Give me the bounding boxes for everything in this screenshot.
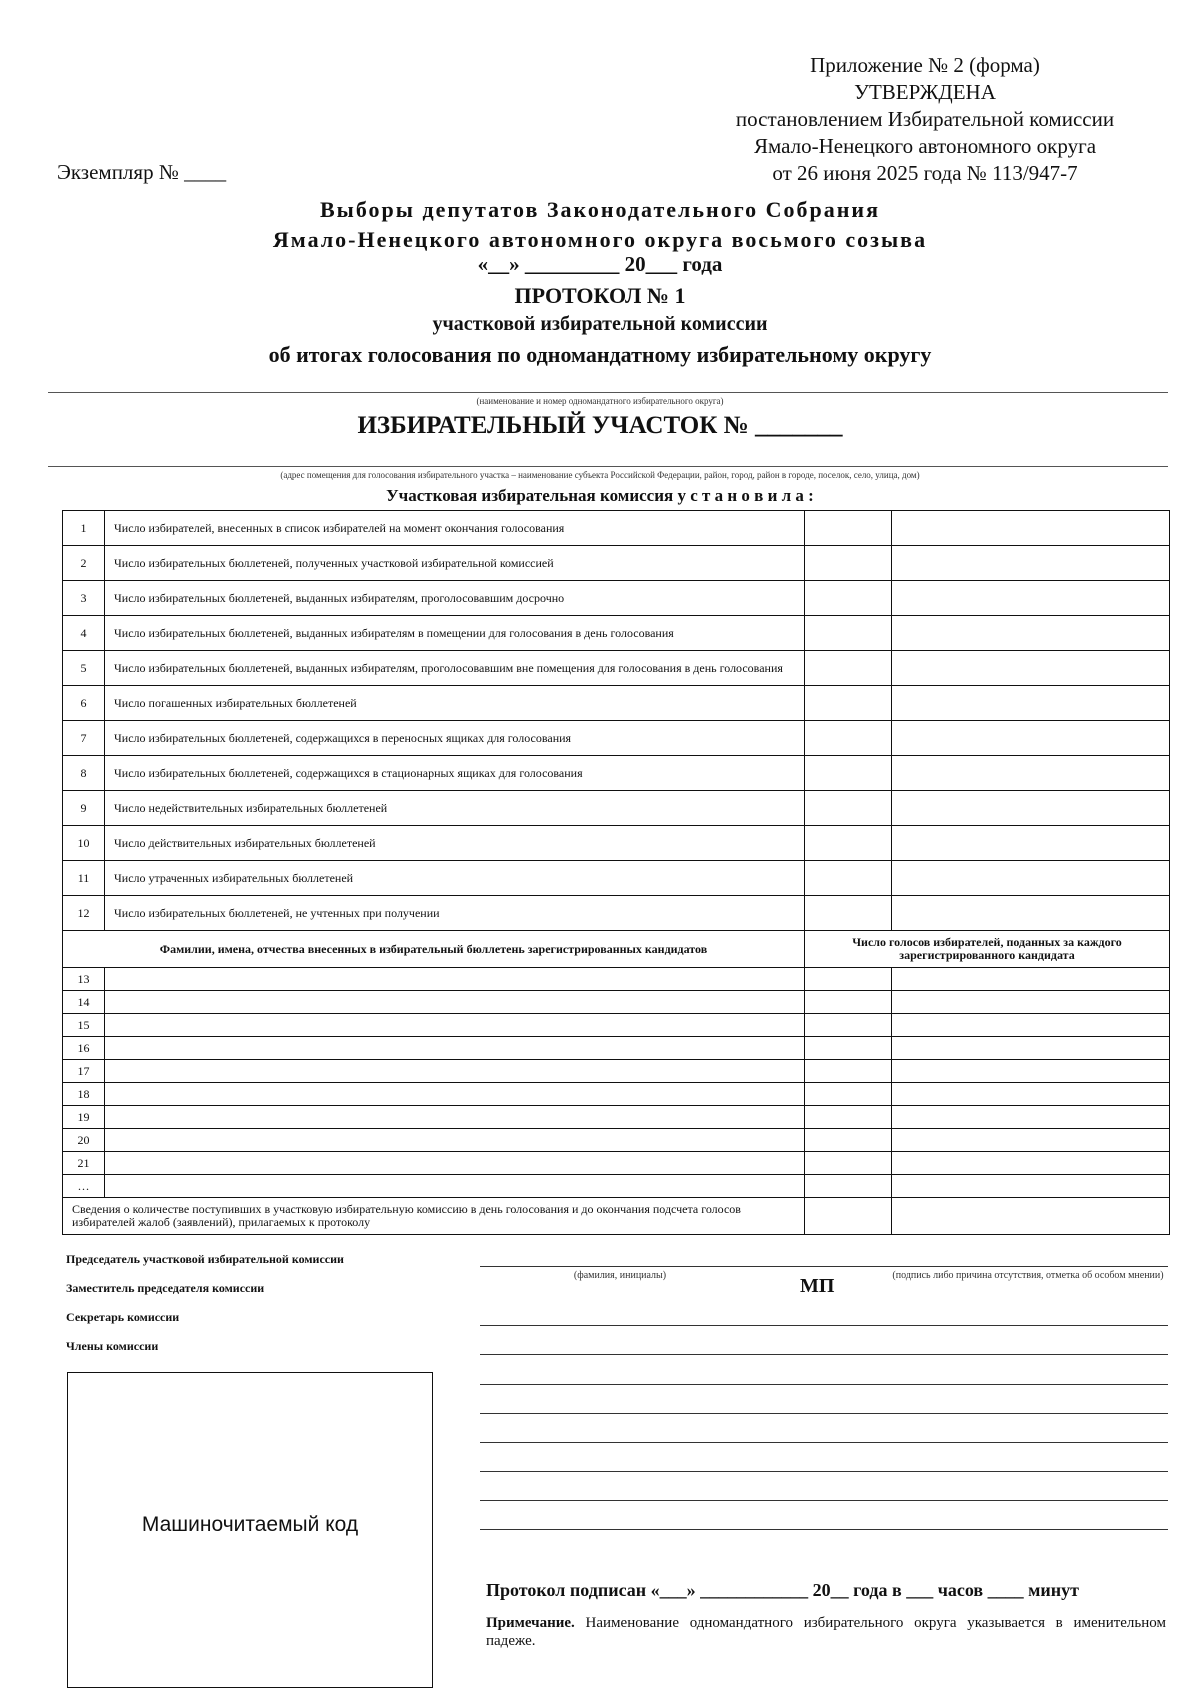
commission-name: Ямало-Ненецкого автономного округа — [753, 134, 1097, 158]
row-number: 6 — [63, 686, 105, 721]
row-value-words-cell[interactable] — [892, 686, 1170, 721]
row-number: 8 — [63, 756, 105, 791]
secretary-label: Секретарь комиссии — [66, 1310, 180, 1324]
row-label: Число избирательных бюллетеней, содержащихся в переносных ящиках для голосования — [105, 721, 805, 756]
table-row — [63, 616, 1170, 651]
candidate-votes-words-cell[interactable] — [892, 968, 1170, 991]
row-value-cell[interactable] — [805, 651, 892, 686]
table-row — [63, 826, 1170, 861]
stamp-label: МП — [800, 1275, 835, 1297]
row-label: Число утраченных избирательных бюллетеней — [105, 861, 805, 896]
row-value-words-cell[interactable] — [892, 651, 1170, 686]
complaints-row — [63, 1198, 1170, 1235]
row-number: 18 — [63, 1083, 105, 1106]
row-value-cell[interactable] — [805, 546, 892, 581]
candidate-name-cell[interactable] — [105, 1175, 805, 1198]
candidate-votes-words-cell[interactable] — [892, 1129, 1170, 1152]
candidate-row — [63, 1037, 1170, 1060]
row-number: 13 — [63, 968, 105, 991]
signed-line: Протокол подписан «___» ____________ 20__ года в ___ часов ____ минут — [486, 1580, 1079, 1600]
candidate-votes-cell[interactable] — [805, 1014, 892, 1037]
candidate-votes-words-cell[interactable] — [892, 1152, 1170, 1175]
address-line — [48, 466, 1168, 467]
row-number: 10 — [63, 826, 105, 861]
election-title — [0, 195, 1200, 255]
candidate-name-cell[interactable] — [105, 1152, 805, 1175]
candidate-name-cell[interactable] — [105, 968, 805, 991]
note-text: Наименование одномандатного избирательного округа указывается в именительном падеже. — [486, 1615, 1166, 1649]
candidate-votes-words-cell[interactable] — [892, 1060, 1170, 1083]
row-value-cell[interactable] — [805, 861, 892, 896]
protocol-table — [62, 510, 1170, 1235]
candidate-row — [63, 1175, 1170, 1198]
candidate-votes-cell[interactable] — [805, 991, 892, 1014]
candidate-votes-cell[interactable] — [805, 1175, 892, 1198]
row-label: Число избирательных бюллетеней, содержащихся в стационарных ящиках для голосования — [105, 756, 805, 791]
row-value-words-cell[interactable] — [892, 896, 1170, 931]
row-value-words-cell[interactable] — [892, 826, 1170, 861]
row-number: 12 — [63, 896, 105, 931]
candidate-votes-words-cell[interactable] — [892, 1037, 1170, 1060]
deputy-label: Заместитель председателя комиссии — [66, 1281, 265, 1295]
row-value-cell[interactable] — [805, 791, 892, 826]
row-value-words-cell[interactable] — [892, 581, 1170, 616]
signature-line[interactable] — [480, 1384, 1168, 1385]
candidate-votes-words-cell[interactable] — [892, 1083, 1170, 1106]
station-title: ИЗБИРАТЕЛЬНЫЙ УЧАСТОК № _______ — [357, 412, 843, 439]
table-row — [63, 756, 1170, 791]
election-title-line-1: Выборы депутатов Законодательного Собрания — [319, 197, 881, 222]
row-number: 11 — [63, 861, 105, 896]
row-number: 20 — [63, 1129, 105, 1152]
name-caption: (фамилия, инициалы) — [573, 1270, 667, 1281]
candidate-row — [63, 1129, 1170, 1152]
candidate-row — [63, 991, 1170, 1014]
row-label: Число избирательных бюллетеней, не учтенных при получении — [105, 896, 805, 931]
date-line: «__» _________ 20___ года — [477, 252, 723, 276]
row-number: 1 — [63, 511, 105, 546]
row-number: 9 — [63, 791, 105, 826]
row-number: 7 — [63, 721, 105, 756]
candidate-votes-cell[interactable] — [805, 1129, 892, 1152]
candidate-votes-cell[interactable] — [805, 1083, 892, 1106]
row-value-cell[interactable] — [805, 581, 892, 616]
row-value-cell[interactable] — [805, 686, 892, 721]
row-value-words-cell[interactable] — [892, 616, 1170, 651]
candidate-votes-cell[interactable] — [805, 1152, 892, 1175]
candidate-votes-words-cell[interactable] — [892, 1175, 1170, 1198]
resolution-date: от 26 июня 2025 года № 113/947-7 — [772, 161, 1078, 185]
row-value-words-cell[interactable] — [892, 791, 1170, 826]
row-value-cell[interactable] — [805, 616, 892, 651]
approval-block — [690, 52, 1160, 187]
table-row — [63, 651, 1170, 686]
election-title-line-2: Ямало-Ненецкого автономного округа восьмого созыва — [272, 227, 928, 252]
row-number: 17 — [63, 1060, 105, 1083]
signature-line[interactable] — [480, 1413, 1168, 1414]
candidates-header-row — [63, 931, 1170, 968]
row-value-cell[interactable] — [805, 721, 892, 756]
row-label: Число действительных избирательных бюллетеней — [105, 826, 805, 861]
candidate-votes-words-cell[interactable] — [892, 1106, 1170, 1129]
complaints-label: Сведения о количестве поступивших в участковую избирательную комиссию в день голосования и до окончания подсчета голосов избирателей жалоб (заявлений), прилагаемых к протоколу — [63, 1198, 805, 1235]
candidates-header-left: Фамилии, имена, отчества внесенных в избирательный бюллетень зарегистрированных кандидатов — [63, 931, 805, 968]
row-number: 16 — [63, 1037, 105, 1060]
row-number: 19 — [63, 1106, 105, 1129]
copy-number: Экземпляр № ____ — [57, 160, 227, 184]
candidate-row — [63, 1083, 1170, 1106]
candidate-row — [63, 1060, 1170, 1083]
results-line: об итогах голосования по одномандатному избирательному округу — [268, 342, 932, 367]
row-label: Число избирательных бюллетеней, выданных избирателям в помещении для голосования в день голосования — [105, 616, 805, 651]
candidate-name-cell[interactable] — [105, 1037, 805, 1060]
protocol-title: ПРОТОКОЛ № 1 — [514, 283, 686, 308]
address-caption: (адрес помещения для голосования избирательного участка – наименование субъекта Российской Федерации, район, город, район в городе, поселок, село, улица, дом) — [280, 470, 920, 480]
candidate-name-cell[interactable] — [105, 1060, 805, 1083]
chair-label: Председатель участковой избирательной комиссии — [66, 1252, 344, 1266]
members-label: Члены комиссии — [66, 1339, 159, 1353]
candidate-name-cell[interactable] — [105, 1129, 805, 1152]
signature-line[interactable] — [480, 1529, 1168, 1530]
table-row — [63, 546, 1170, 581]
candidate-name-cell[interactable] — [105, 1014, 805, 1037]
table-row — [63, 721, 1170, 756]
signature-line[interactable] — [480, 1354, 1168, 1355]
appendix-label: Приложение № 2 (форма) — [810, 53, 1040, 77]
row-value-cell[interactable] — [805, 896, 892, 931]
candidate-row — [63, 1152, 1170, 1175]
resolved-heading: Участковая избирательная комиссия у с т а н о в и л а : — [386, 486, 814, 505]
resolution-label: постановлением Избирательной комиссии — [735, 107, 1115, 131]
signature-line[interactable] — [480, 1442, 1168, 1443]
note — [486, 1614, 1166, 1650]
commission-line: участковой избирательной комиссии — [432, 313, 768, 335]
signature-line[interactable] — [480, 1471, 1168, 1472]
candidate-votes-cell[interactable] — [805, 1060, 892, 1083]
approved-label: УТВЕРЖДЕНА — [854, 80, 996, 104]
row-value-words-cell[interactable] — [892, 721, 1170, 756]
signature-line[interactable] — [480, 1266, 1168, 1267]
machine-code-box — [67, 1372, 433, 1688]
candidate-name-cell[interactable] — [105, 1083, 805, 1106]
row-number: 2 — [63, 546, 105, 581]
row-number: 4 — [63, 616, 105, 651]
candidate-row — [63, 968, 1170, 991]
table-row — [63, 686, 1170, 721]
row-label: Число недействительных избирательных бюллетеней — [105, 791, 805, 826]
row-value-cell[interactable] — [805, 826, 892, 861]
signature-line[interactable] — [480, 1500, 1168, 1501]
row-label: Число избирательных бюллетеней, выданных избирателям, проголосовавшим досрочно — [105, 581, 805, 616]
row-value-cell[interactable] — [805, 511, 892, 546]
complaints-value-cell[interactable] — [805, 1198, 892, 1235]
candidate-votes-words-cell[interactable] — [892, 991, 1170, 1014]
signature-line[interactable] — [480, 1325, 1168, 1326]
district-line — [48, 392, 1168, 393]
candidate-name-cell[interactable] — [105, 1106, 805, 1129]
row-number: … — [63, 1175, 105, 1198]
row-number: 15 — [63, 1014, 105, 1037]
row-value-words-cell[interactable] — [892, 861, 1170, 896]
note-label: Примечание. — [486, 1615, 575, 1631]
district-caption: (наименование и номер одномандатного избирательного округа) — [476, 396, 724, 406]
candidate-votes-words-cell[interactable] — [892, 1014, 1170, 1037]
row-number: 5 — [63, 651, 105, 686]
machine-code-label: Машиночитаемый код — [141, 1513, 359, 1536]
candidate-votes-cell[interactable] — [805, 1106, 892, 1129]
candidate-name-cell[interactable] — [105, 991, 805, 1014]
row-number: 3 — [63, 581, 105, 616]
candidate-votes-cell[interactable] — [805, 1037, 892, 1060]
table-row — [63, 791, 1170, 826]
candidate-row — [63, 1014, 1170, 1037]
table-row — [63, 896, 1170, 931]
row-value-words-cell[interactable] — [892, 756, 1170, 791]
table-row — [63, 861, 1170, 896]
row-number: 21 — [63, 1152, 105, 1175]
row-number: 14 — [63, 991, 105, 1014]
row-label: Число избирательных бюллетеней, полученных участковой избирательной комиссией — [105, 546, 805, 581]
row-value-words-cell[interactable] — [892, 511, 1170, 546]
row-value-cell[interactable] — [805, 756, 892, 791]
row-label: Число погашенных избирательных бюллетеней — [105, 686, 805, 721]
candidate-row — [63, 1106, 1170, 1129]
table-row — [63, 581, 1170, 616]
row-label: Число избирательных бюллетеней, выданных избирателям, проголосовавшим вне помещения для голосования в день голосования — [105, 651, 805, 686]
candidates-header-right: Число голосов избирателей, поданных за каждого зарегистрированного кандидата — [805, 931, 1170, 968]
complaints-words-cell[interactable] — [892, 1198, 1170, 1235]
row-label: Число избирателей, внесенных в список избирателей на момент окончания голосования — [105, 511, 805, 546]
table-row — [63, 511, 1170, 546]
sign-caption: (подпись либо причина отсутствия, отметка об особом мнении) — [892, 1270, 1164, 1281]
candidate-votes-cell[interactable] — [805, 968, 892, 991]
row-value-words-cell[interactable] — [892, 546, 1170, 581]
